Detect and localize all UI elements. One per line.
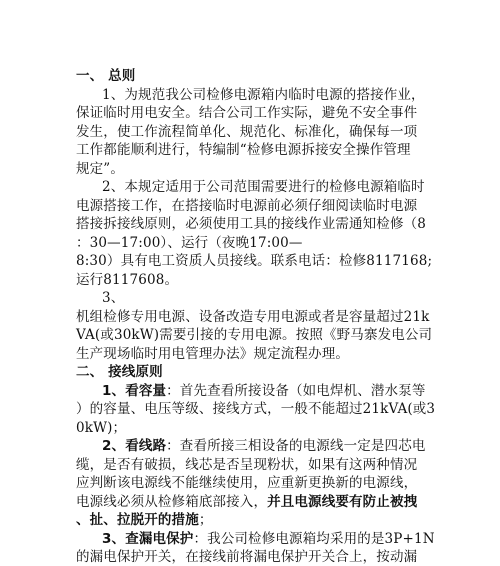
item-3-text: ：我公司检修电源箱均采用的是3P+1N: [193, 531, 435, 547]
paragraph-line: 缆，是否有破损，线芯是否呈现粉状，如果有这两种情况: [76, 457, 418, 473]
item-2-line: [102, 437, 426, 455]
paragraph-line: 发生，使工作流程简单化、规范化、标准化，确保每一项: [76, 124, 418, 140]
item-2-end: ；: [198, 512, 213, 528]
item-3-line: [102, 530, 435, 548]
item-2-text: ：查看所接三相设备的电源线一定是四芯电: [166, 438, 426, 454]
paragraph-line: 电源搭接工作，在搭接临时电源前必须仔细阅读临时电源: [76, 198, 418, 214]
paragraph-line: [76, 493, 417, 511]
paragraph-line: 应判断该电源线不能继续使用，应重新更换新的电源线，: [76, 475, 418, 491]
paragraph-line: 的漏电保护开关，在接线前将漏电保护开关合上，按动漏: [76, 549, 418, 565]
paragraph-line: 生产现场临时用电管理办法》规定流程办理。: [76, 346, 349, 362]
paragraph-line: 工作都能顺利进行，特编制“检修电源拆接安全操作管理: [76, 142, 411, 158]
paragraph-line: 运行8117608。: [76, 272, 179, 288]
paragraph-line: 0kW)；: [76, 420, 127, 436]
paragraph-line: 规定”。: [76, 161, 125, 177]
paragraph-line: 8:30）具有电工资质人员接线。联系电话：检修8117168;: [76, 253, 433, 269]
item-2-bold-tail: 并且电源线要有防止被拽: [267, 494, 418, 510]
section-1-heading: 一、 总则: [76, 68, 136, 84]
paragraph-line: 1、为规范我公司检修电源箱内临时电源的搭接作业，: [102, 87, 425, 103]
paragraph-line: 搭接拆接线原则，必须使用工具的接线作业需通知检修（8: [76, 216, 426, 232]
section-2-heading: 二、 接线原则: [76, 364, 163, 380]
paragraph-line: 2、本规定适用于公司范围需要进行的检修电源箱临时: [102, 179, 425, 195]
paragraph-line: 3、: [102, 290, 125, 306]
item-3-lead: 3、查漏电保护: [102, 531, 194, 547]
item-2-text-tail: 电源线必须从检修箱底部接入，: [76, 494, 268, 510]
item-2-bold-last: 、扯、拉脱开的措施: [76, 512, 199, 528]
item-1-line: [102, 382, 426, 400]
paragraph-line: ：30—17:00）、运行（夜晚17:00—: [76, 235, 303, 251]
paragraph-line: VA(或30kW)需要引接的专用电源。按照《野马寨发电公司: [76, 327, 433, 343]
paragraph-line: 保证临时用电安全。结合公司工作实际，避免不安全事件: [76, 105, 418, 121]
paragraph-line: 机组检修专用电源、设备改造专用电源或者是容量超过21k: [76, 309, 430, 325]
item-1-text: ：首先查看所接设备（如电焊机、潜水泵等: [166, 383, 426, 399]
paragraph-line: [76, 511, 213, 529]
item-1-lead: 1、看容量: [102, 383, 167, 399]
paragraph-line: ）的容量、电压等级、接线方式，一般不能超过21kVA(或3: [76, 401, 436, 417]
item-2-lead: 2、看线路: [102, 438, 167, 454]
